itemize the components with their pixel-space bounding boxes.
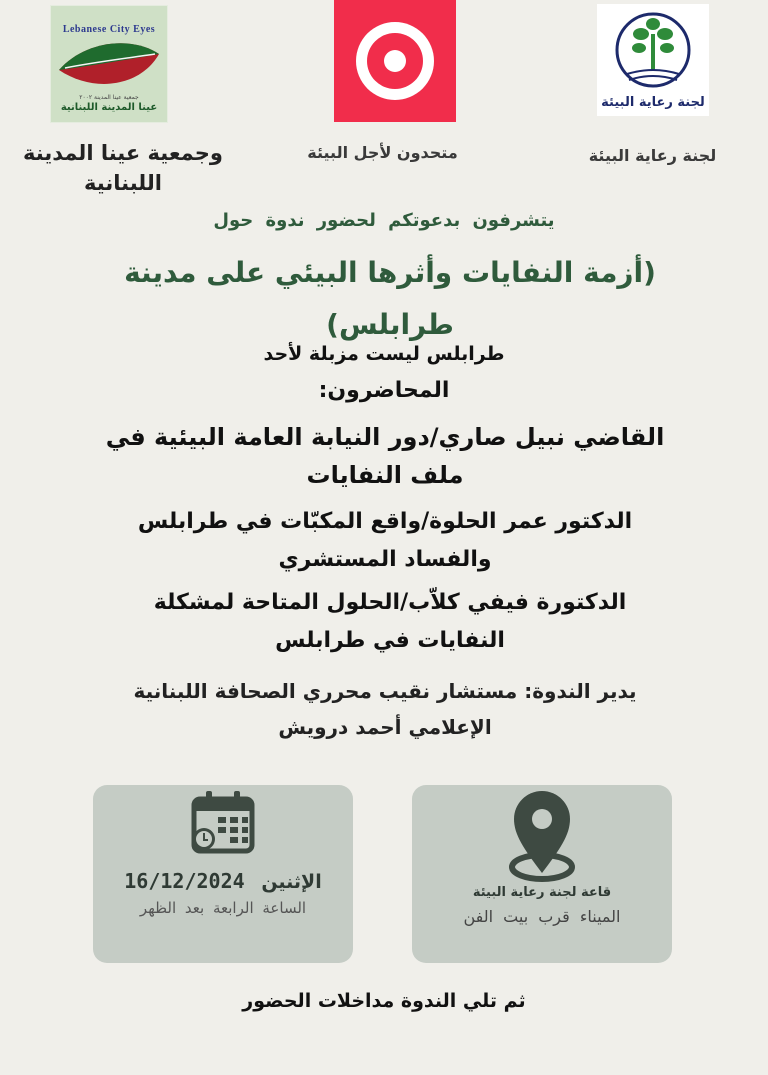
- moderator: يدير الندوة: مستشار نقيب محرري الصحافة اللبنانية الإعلامي أحمد درويش: [133, 679, 637, 739]
- event-date: [93, 869, 353, 893]
- lecturer-2: الدكتور عمر الحلوة/واقع المكبّات في طرابلس والفساد المستشري: [137, 509, 633, 572]
- lecturers-heading: المحاضرون:: [318, 378, 450, 403]
- lecturer-3: الدكتورة فيفي كلاّب/الحلول المتاحة لمشكلة النفايات في طرابلس: [153, 590, 627, 653]
- org-committee: لجنة رعاية البيئة: [588, 146, 717, 165]
- environment-committee-logo: [597, 4, 709, 116]
- target-ring-icon: [350, 16, 440, 106]
- logo-arabic-text: عينا المدينة اللبنانية: [60, 102, 158, 113]
- calendar-icon: [190, 789, 256, 855]
- logo-arabic-small: جمعية عينا المدينة ٢٠٠٢: [79, 94, 139, 101]
- org-city-eyes: وجمعية عينا المدينة اللبنانية: [23, 141, 223, 195]
- leaf-logo-icon: [55, 36, 163, 96]
- lecturer-1: القاضي نبيل صاري/دور النيابة العامة البيئية في ملف النفايات: [105, 423, 665, 489]
- event-address: الميناء قرب بيت الفن: [463, 907, 621, 926]
- logo-arabic-text: لجنة رعاية البيئة: [601, 95, 705, 110]
- footer-note: ثم تلي الندوة مداخلات الحضور: [242, 990, 526, 1012]
- event-time: الساعة الرابعة بعد الظهر: [139, 899, 307, 917]
- org-united: متحدون لأجل البيئة: [307, 143, 458, 162]
- event-date-value: 16/12/2024: [124, 869, 245, 893]
- logo-latin-text: Lebanese City Eyes: [62, 24, 156, 35]
- tree-book-icon: [603, 10, 703, 90]
- map-pin-icon: [504, 787, 580, 885]
- date-card: [93, 785, 353, 963]
- seminar-title: (أزمة النفايات وأثرها البيئي على مدينة طرابلس): [124, 256, 656, 341]
- event-venue: قاعة لجنة رعاية البيئة: [472, 885, 612, 900]
- invite-line: يتشرفون بدعوتكم لحضور ندوة حول: [213, 210, 555, 231]
- subtitle: طرابلس ليست مزبلة لأحد: [263, 343, 505, 365]
- location-card: [412, 785, 672, 963]
- event-day: الإثنين: [261, 871, 322, 893]
- lebanese-city-eyes-logo: [50, 5, 168, 123]
- united-for-environment-logo: [334, 0, 456, 122]
